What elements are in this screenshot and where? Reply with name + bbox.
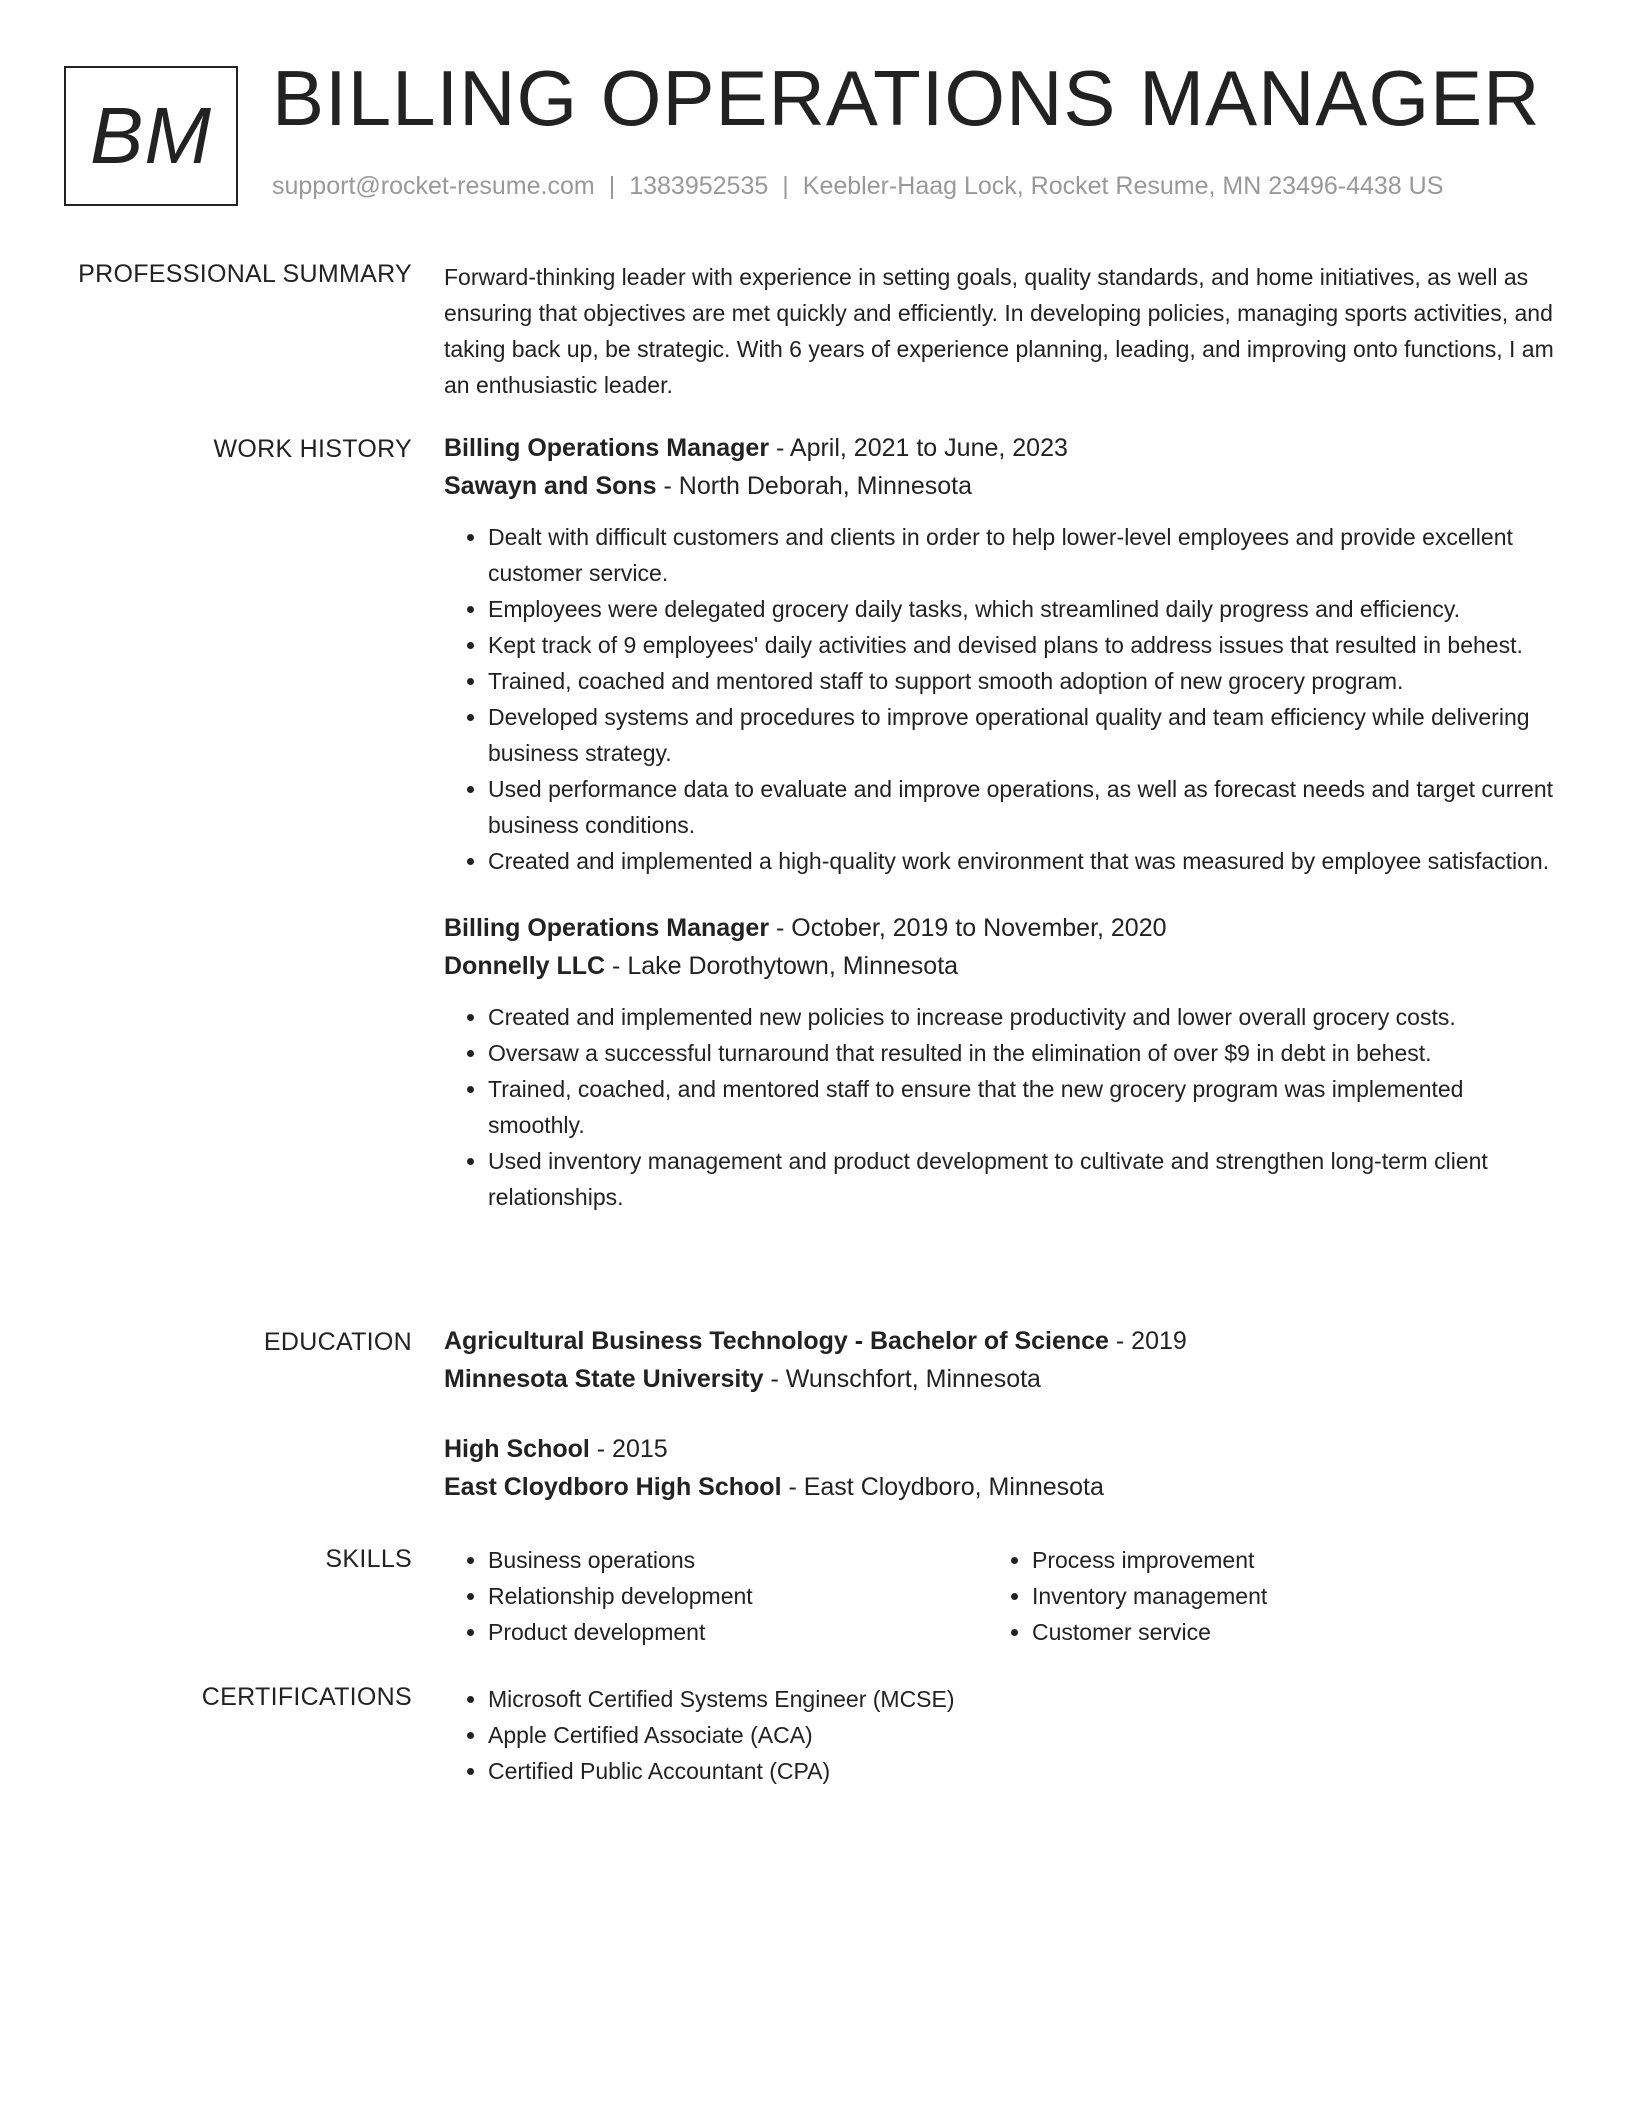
contact-address: Keebler-Haag Lock, Rocket Resume, MN 23496-4438 US bbox=[802, 172, 1444, 200]
list-item: • Kept track of 9 employees' daily activities and devised plans to address issues that resulted in behest. bbox=[488, 627, 1554, 663]
list-item: • Employees were delegated grocery daily tasks, which streamlined daily progress and efficiency. bbox=[488, 591, 1554, 627]
skills-body bbox=[444, 1542, 1554, 1650]
contact-separator: | bbox=[782, 172, 789, 200]
section-heading: PROFESSIONAL SUMMARY bbox=[78, 260, 412, 288]
job-title-line bbox=[444, 429, 1554, 467]
certifications-list bbox=[444, 1681, 1554, 1789]
list-item: • Used performance data to evaluate and improve operations, as well as forecast needs and target current business conditions. bbox=[488, 771, 1554, 843]
section-heading: WORK HISTORY bbox=[213, 435, 412, 463]
skill-item: • Business operations bbox=[488, 1542, 988, 1578]
school-line bbox=[444, 1468, 1554, 1506]
list-item: • Oversaw a successful turnaround that resulted in the elimination of over $9 in debt in behest. bbox=[488, 1035, 1554, 1071]
list-item: • Trained, coached and mentored staff to support smooth adoption of new grocery program. bbox=[488, 663, 1554, 699]
degree-line bbox=[444, 1322, 1554, 1360]
skills-column-right bbox=[988, 1542, 1532, 1650]
certification-item: • Certified Public Accountant (CPA) bbox=[488, 1753, 1554, 1789]
skill-item: • Product development bbox=[488, 1614, 988, 1650]
job-bullets bbox=[444, 999, 1554, 1215]
section-heading: EDUCATION bbox=[263, 1328, 412, 1356]
summary-text: Forward-thinking leader with experience in setting goals, quality standards, and home initiatives, as well as ensuring that objectives are met quickly and efficiently. In developing policies, managing sports activities, and taking back up, be strategic. With 6 years of experience planning, leading, and improving onto functions, I am an enthusiastic leader. bbox=[444, 264, 1554, 398]
summary-body bbox=[444, 259, 1554, 403]
contact-email: support@rocket-resume.com bbox=[272, 172, 595, 200]
page-title: BILLING OPERATIONS MANAGER bbox=[272, 54, 1541, 142]
job-bullets bbox=[444, 519, 1554, 879]
contact-line bbox=[272, 172, 1443, 201]
contact-separator: | bbox=[608, 172, 616, 200]
work-history-body bbox=[444, 429, 1554, 1215]
degree-year: - 2019 bbox=[1108, 1327, 1187, 1355]
job-entry bbox=[444, 429, 1554, 879]
skill-item: • Process improvement bbox=[1032, 1542, 1532, 1578]
job-company: Donnelly LLC bbox=[444, 952, 606, 980]
degree-name: High School bbox=[444, 1435, 590, 1463]
school-line bbox=[444, 1360, 1554, 1398]
job-company: Sawayn and Sons bbox=[444, 472, 657, 500]
education-body bbox=[444, 1322, 1554, 1506]
school-name: East Cloydboro High School bbox=[444, 1473, 782, 1501]
list-item: • Trained, coached, and mentored staff to ensure that the new grocery program was implemented smoothly. bbox=[488, 1071, 1554, 1143]
certification-item: • Apple Certified Associate (ACA) bbox=[488, 1717, 1554, 1753]
skills-grid bbox=[444, 1542, 1554, 1650]
certifications-body bbox=[444, 1681, 1554, 1789]
skill-item: • Relationship development bbox=[488, 1578, 988, 1614]
job-dates: - October, 2019 to November, 2020 bbox=[769, 914, 1167, 942]
degree-year: - 2015 bbox=[589, 1435, 668, 1463]
education-entry bbox=[444, 1430, 1554, 1506]
list-item: • Used inventory management and product development to cultivate and strengthen long-term client relationships. bbox=[488, 1143, 1554, 1215]
list-item: • Created and implemented new policies to increase productivity and lower overall grocery costs. bbox=[488, 999, 1554, 1035]
job-location: - North Deborah, Minnesota bbox=[656, 472, 972, 500]
job-title-line bbox=[444, 909, 1554, 947]
monogram-logo: BM bbox=[64, 66, 238, 206]
job-title: Billing Operations Manager bbox=[444, 914, 770, 942]
school-location: - Wunschfort, Minnesota bbox=[763, 1365, 1041, 1393]
job-title: Billing Operations Manager bbox=[444, 434, 770, 462]
section-heading: SKILLS bbox=[325, 1545, 412, 1573]
job-location: - Lake Dorothytown, Minnesota bbox=[605, 952, 959, 980]
degree-name: Agricultural Business Technology - Bachelor of Science bbox=[444, 1327, 1109, 1355]
skills-column-left bbox=[444, 1542, 988, 1650]
job-company-line bbox=[444, 947, 1554, 985]
job-dates: - April, 2021 to June, 2023 bbox=[769, 434, 1068, 462]
section-heading: CERTIFICATIONS bbox=[201, 1683, 412, 1711]
certification-item: • Microsoft Certified Systems Engineer (MCSE) bbox=[488, 1681, 1554, 1717]
school-name: Minnesota State University bbox=[444, 1365, 764, 1393]
degree-line bbox=[444, 1430, 1554, 1468]
education-entry bbox=[444, 1322, 1554, 1398]
list-item: • Dealt with difficult customers and clients in order to help lower-level employees and provide excellent customer service. bbox=[488, 519, 1554, 591]
school-location: - East Cloydboro, Minnesota bbox=[781, 1473, 1104, 1501]
contact-phone: 1383952535 bbox=[629, 172, 769, 200]
skill-item: • Inventory management bbox=[1032, 1578, 1532, 1614]
job-company-line bbox=[444, 467, 1554, 505]
list-item: • Created and implemented a high-quality work environment that was measured by employee satisfaction. bbox=[488, 843, 1554, 879]
skill-item: • Customer service bbox=[1032, 1614, 1532, 1650]
job-entry bbox=[444, 909, 1554, 1215]
list-item: • Developed systems and procedures to improve operational quality and team efficiency while delivering business strategy. bbox=[488, 699, 1554, 771]
